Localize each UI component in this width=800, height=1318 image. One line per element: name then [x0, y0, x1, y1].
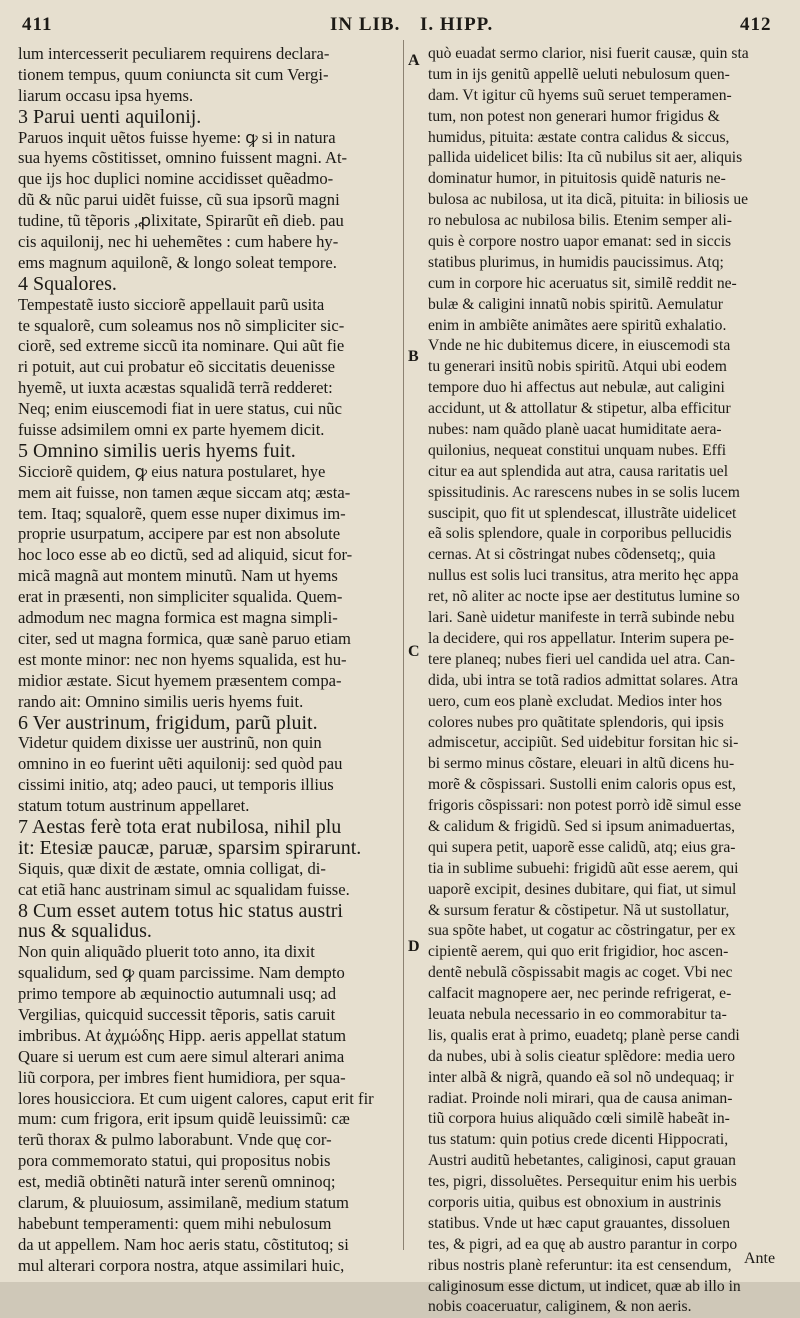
- left-column-line: tem. Itaq; squalorẽ, quem esse nuper diximus im-: [18, 503, 346, 523]
- right-column-line: dentẽ nebulã cõspissabit magis ac coget. Vbi nec: [428, 964, 733, 982]
- margin-marker-a: A: [408, 52, 420, 69]
- right-column-line: lari. Sanè uidetur manifeste in terrã subinde nebu: [428, 609, 735, 627]
- right-column-line: dam. Vt igitur cũ hyems suũ seruet temperamen-: [428, 86, 732, 104]
- left-column-line: clarum, & pluuiosum, assimilanẽ, medium statum: [18, 1192, 349, 1212]
- left-column-line: Videtur quidem dixisse uer austrinũ, non quin: [18, 733, 322, 753]
- left-column-line: cis aquilonij, nec hi uehemẽtes : cum habere hy-: [18, 232, 339, 252]
- left-column-line: omnino in eo fuerint uẽti aquilonij: sed quòd pau: [18, 754, 343, 774]
- left-column-line: fuisse adsimilem omni ex parte hyemem dicit.: [18, 420, 325, 440]
- left-column-line: terũ thorax & pulmo laborabunt. Vnde quę cor-: [18, 1130, 332, 1150]
- right-column-line: ro nebulosa ac nubilosa bilis. Etenim semper ali-: [428, 212, 733, 230]
- right-column-line: dominatur humor, in pituitosis quidẽ naturis ne-: [428, 170, 726, 188]
- right-column-line: ribus nostris planè referuntur: ita est censendum,: [428, 1256, 732, 1274]
- right-column-line: corporis uitia, quibus est obnoxium in austrinis: [428, 1193, 722, 1211]
- column-gutter-rule: [403, 40, 404, 1250]
- left-column-line: ems magnum aquilonẽ, & longo soleat tempore.: [18, 252, 337, 272]
- right-column-line: tu generari insitũ nobis spiritũ. Atqui ubi eodem: [428, 358, 727, 376]
- right-column-line: quis è corpore nostro uapor emanat: sed in siccis: [428, 233, 732, 251]
- left-column-line: nus & squalidus.: [18, 920, 152, 943]
- right-column-line: quò euadat sermo clarior, nisi fuerit causæ, quin sta: [428, 45, 749, 62]
- right-column-line: tiũ corpora huius aliquãdo cœli similẽ habeãt in-: [428, 1110, 730, 1128]
- left-column-line: habebunt temperamenti: quem mihi nebulosum: [18, 1213, 332, 1233]
- left-column-line: Quare si uerum est cum aere simul alterari anima: [18, 1046, 345, 1066]
- right-column-line: la decidere, qui ros appellatur. Interim supera pe-: [428, 629, 735, 647]
- right-column-line: calfacit magnopere aer, nec perinde refrigerat, e-: [428, 985, 732, 1003]
- right-column-line: tere planeq; nubes fieri uel candida uel atra. Can-: [428, 650, 735, 668]
- right-column-line: uero, cum eos planè excludat. Medios inter hos: [428, 692, 723, 710]
- right-column-line: tus statum: quin potius crede dicenti Hippocrati,: [428, 1131, 729, 1149]
- left-column-line: mum: cum frigora, erit ipsum quidẽ leuissimũ: cæ: [18, 1109, 350, 1129]
- left-column-line: Tempestatẽ iusto sicciorẽ appellauit parũ usita: [18, 294, 325, 314]
- left-column-line: pora commemorato statui, qui propositus nobis: [18, 1151, 331, 1171]
- right-column-line: tum in ijs genitũ appellẽ ueluti nebulosum quen-: [428, 65, 730, 83]
- left-column-line: Sicciorẽ quidem, ꝙ eius natura postularet, hye: [18, 461, 326, 481]
- page-number-left: 411: [22, 14, 53, 35]
- left-column-line: citer, sed ut magna formica, quæ sanè paruo etiam: [18, 628, 351, 648]
- left-column-line: ciorẽ, sed extreme siccũ ita nominare. Qui aũt fie: [18, 336, 345, 356]
- left-column-line: erat in præsenti, non simpliciter squalida. Quem-: [18, 587, 343, 607]
- left-column-line: 8 Cum esset autem totus hic status austri: [18, 899, 343, 922]
- left-column-line: Non quin aliquãdo pluerit toto anno, ita dixit: [18, 942, 315, 962]
- right-column-line: statibus. Vnde ut hæc caput grauantes, dissoluen: [428, 1214, 731, 1232]
- right-column-line: citur ea aut splendida aut atra, causa raritatis uel: [428, 462, 729, 480]
- right-column-line: enim in ambiẽte animãtes aere spiritũ exhalatio.: [428, 316, 727, 334]
- right-column-line: tes, & pigri, ad ea quę ab austro parantur in corpo: [428, 1235, 738, 1253]
- left-column-line: est, mediã obtinẽti naturã inter serenũ omninoq;: [18, 1172, 336, 1192]
- right-column-line: nubes: nam quãdo planè uacat humiditate aera-: [428, 421, 722, 439]
- left-column-line: it: Etesiæ paucæ, paruæ, sparsim spirarunt.: [18, 836, 362, 859]
- left-column-line: mem ait fuisse, non tamen æque siccam atq; æsta-: [18, 482, 351, 502]
- right-column-line: ret, nõ aliter ac nocte ipse aer destitutus lumine so: [428, 588, 740, 606]
- right-column-line: quilonius, nequeat constitui unquam nubes. Effi: [428, 441, 727, 459]
- left-column-line: est monte minor: nec non hyems squalida, est hu-: [18, 649, 347, 669]
- right-column-line: cernas. At si cõstringat nubes cõdensetq;, quia: [428, 546, 716, 564]
- right-column-line: tia in sublime subuehi: frigidũ aũt esse aerem, qui: [428, 859, 739, 877]
- right-column-line: sua spõte habet, ut cogatur ac cõstringatur, per ex: [428, 922, 736, 940]
- left-column-line: hyemẽ, ut iuxta acæstas squalidã terrã redderet:: [18, 378, 333, 398]
- right-column-line: nobis coaceruatur, caliginem, & non aeris.: [428, 1298, 692, 1316]
- left-column-line: dũ & nũc parui uidẽt fuisse, cũ sua ipsorũ magni: [18, 190, 340, 210]
- right-column-line: humidus, pituita: æstate contra calidus & siccus,: [428, 128, 730, 146]
- left-column-line: imbribus. At ἀχμώδης Hipp. aeris appellat statum: [18, 1025, 347, 1045]
- right-column-line: pallida uidelicet bilis: Ita cũ nubilus sit aer, aliquis: [428, 149, 743, 167]
- left-column-line: mul alterari corpora nostra, atque assimilari huic,: [18, 1255, 345, 1275]
- margin-marker-d: D: [408, 938, 420, 955]
- right-column-line: cum in corpore hic aceruatus sit, similẽ reddit ne-: [428, 274, 737, 292]
- left-column-line: statum totum austrinum appellaret.: [18, 796, 250, 816]
- left-column-line: cissimi initio, atq; adeo pauci, ut temporis illius: [18, 775, 334, 795]
- right-column-line: & calidum & frigidũ. Sed si ipsum animaduertas,: [428, 817, 736, 835]
- left-column-line: lores housicciora. Et cum uigent calores, caput erit fir: [18, 1088, 374, 1108]
- margin-marker-b: B: [408, 348, 419, 365]
- right-column-line: radiat. Proinde noli mirari, qua de causa animan-: [428, 1089, 733, 1107]
- left-column-line: 7 Aestas ferè tota erat nubilosa, nihil plu: [18, 815, 342, 838]
- right-column-line: nullus est solis luci transitus, atra merito hęc appa: [428, 567, 739, 585]
- left-column-line: da ut appellem. Nam hoc aeris statu, cõstitutoq; si: [18, 1234, 349, 1254]
- right-column-line: colores nubes pro quãtitate splendoris, qui ipsis: [428, 713, 724, 731]
- right-column-line: spissitudinis. Ac rarescens nubes in se solis lucem: [428, 483, 740, 501]
- right-column-line: caliginosum esse dictum, ut indicet, quæ ab illo in: [428, 1277, 741, 1295]
- right-column-line: statibus plurimus, in humidis paucissimus. Atq;: [428, 253, 724, 271]
- right-column-line: admiscetur, accipiũt. Sed uidebitur forsitan hic si-: [428, 734, 739, 752]
- left-column-line: midior æstate. Sicut hyemem præsentem compa-: [18, 670, 342, 690]
- left-column-line: cat etiã hanc austrinam simul ac squalidam fuisse.: [18, 879, 350, 899]
- right-column-line: inter albã & nigrã, quando eã sol nõ undequaq; ir: [428, 1068, 734, 1086]
- right-column-line: frigoris cõspissari: non potest porrò idẽ simul esse: [428, 797, 742, 815]
- left-column-line: liũ corpora, per imbres fient humidiora, per squa-: [18, 1067, 346, 1087]
- left-column-line: 6 Ver austrinum, frigidum, parũ pluit.: [18, 711, 318, 734]
- left-column-line: hoc loco esse ab eo dictũ, sed ad aliquid, sicut for-: [18, 545, 353, 565]
- catchword: Ante: [744, 1250, 776, 1267]
- left-column-line: tudine, tũ tẽporis ,ꝓlixitate, Spirarũt eñ dieb. pau: [18, 211, 344, 231]
- running-title-right: I. HIPP.: [420, 14, 494, 35]
- left-column-line: 3 Parui uenti aquilonij.: [18, 105, 202, 128]
- left-column-line: 4 Squalores.: [18, 272, 117, 295]
- left-column-line: tionem tempus, quum coniuncta sit cum Vergi-: [18, 64, 329, 84]
- right-column-line: uaporẽ excipit, desines dubitare, qui fiat, ut simul: [428, 880, 737, 898]
- right-column-line: qui supera petit, uaporẽ esse calidũ, atq; eius gra-: [428, 838, 736, 856]
- left-column-line: te squalorẽ, cum soleamus nos nõ simpliciter sic-: [18, 315, 345, 335]
- left-column-line: squalidum, sed ꝙ quam parcissime. Nam dempto: [18, 963, 345, 983]
- right-text-column: [428, 44, 784, 1318]
- left-column-line: micã magnã aut montem minutũ. Nam ut hyems: [18, 566, 338, 586]
- right-column-line: tempore duo hi affectus aut nebulæ, aut caligini: [428, 379, 725, 397]
- left-column-line: primo tempore ab æquinoctio autumnali usq; ad: [18, 984, 336, 1004]
- left-column-line: Vergilias, quicquid successit tẽporis, satis caruit: [18, 1004, 336, 1024]
- left-column-line: liarum occasu ipsa hyems.: [18, 85, 194, 105]
- left-column-line: que ijs hoc duplici nomine accidisset quẽadmo-: [18, 169, 334, 189]
- right-column-line: lis, qualis erat à primo, euadetq; planè perse candi: [428, 1026, 740, 1044]
- left-column-line: Paruos inquit uẽtos fuisse hyeme: ꝙ si in natura: [18, 127, 336, 147]
- page-number-right: 412: [740, 14, 772, 35]
- margin-marker-c: C: [408, 643, 420, 660]
- right-column-line: cipientẽ aerem, qui quo erit frigidior, hoc ascen-: [428, 943, 729, 961]
- left-column-line: lum intercesserit peculiarem requirens declara-: [18, 44, 330, 63]
- right-column-line: morẽ & cõspissari. Sustolli enim caloris opus est,: [428, 776, 736, 794]
- right-column-line: bulæ & caligini innatũ nobis spiritũ. Aemulatur: [428, 295, 723, 313]
- right-column-line: & sursum feratur & cõstipetur. Nã ut sustollatur,: [428, 901, 730, 919]
- right-column-line: bi sermo minus cõstare, eleuari in altũ dicens hu-: [428, 755, 735, 773]
- left-text-column: [18, 44, 400, 1277]
- right-column-line: da nubes, ubi à solis cieatur splẽdore: media uero: [428, 1047, 736, 1065]
- left-column-line: proprie usurpatum, accipere par est non absolute: [18, 524, 341, 544]
- right-column-line: eã solis splendore, quale in corporibus pellucidis: [428, 525, 732, 543]
- running-title-left: IN LIB.: [330, 14, 401, 35]
- right-column-line: tum, non potest non generari humor frigidus &: [428, 107, 720, 125]
- left-column-line: ri potuit, aut cui probatur eõ siccitatis deuenisse: [18, 357, 336, 377]
- right-column-line: Vnde ne hic dubitemus dicere, in eiuscemodi sta: [428, 337, 731, 355]
- left-column-line: admodum nec magna formica est magna simpli-: [18, 608, 338, 628]
- right-column-line: tes, pigri, dissoluẽtes. Persequitur enim his uerbis: [428, 1173, 737, 1191]
- left-column-line: rando ait: Omnino similis ueris hyems fuit.: [18, 691, 304, 711]
- right-column-line: suscipit, quo fit ut splendescat, illustrãte uidelicet: [428, 504, 737, 522]
- right-column-line: leuata nebula necessario in eo commorabitur ta-: [428, 1005, 727, 1023]
- right-column-line: dida, ubi intra se totã radios admittat solares. Atra: [428, 671, 739, 689]
- left-column-line: sua hyems cõstitisset, omnino fuissent magni. At-: [18, 148, 348, 168]
- running-header: [0, 4, 800, 34]
- right-column-line: Austri auditũ hebetantes, caliginosi, caput grauan: [428, 1152, 736, 1170]
- left-column-line: Neq; enim eiuscemodi fiat in uere status, cui nũc: [18, 399, 342, 419]
- right-column-line: bulosa ac nubilosa, ut ita dicã, pituita: in biliosis ue: [428, 191, 749, 209]
- left-column-line: Siquis, quæ dixit de æstate, omnia colligat, di-: [18, 858, 326, 878]
- left-column-line: 5 Omnino similis ueris hyems fuit.: [18, 439, 296, 462]
- right-column-line: accidunt, ut & attollatur & stipetur, alba efficitur: [428, 400, 731, 418]
